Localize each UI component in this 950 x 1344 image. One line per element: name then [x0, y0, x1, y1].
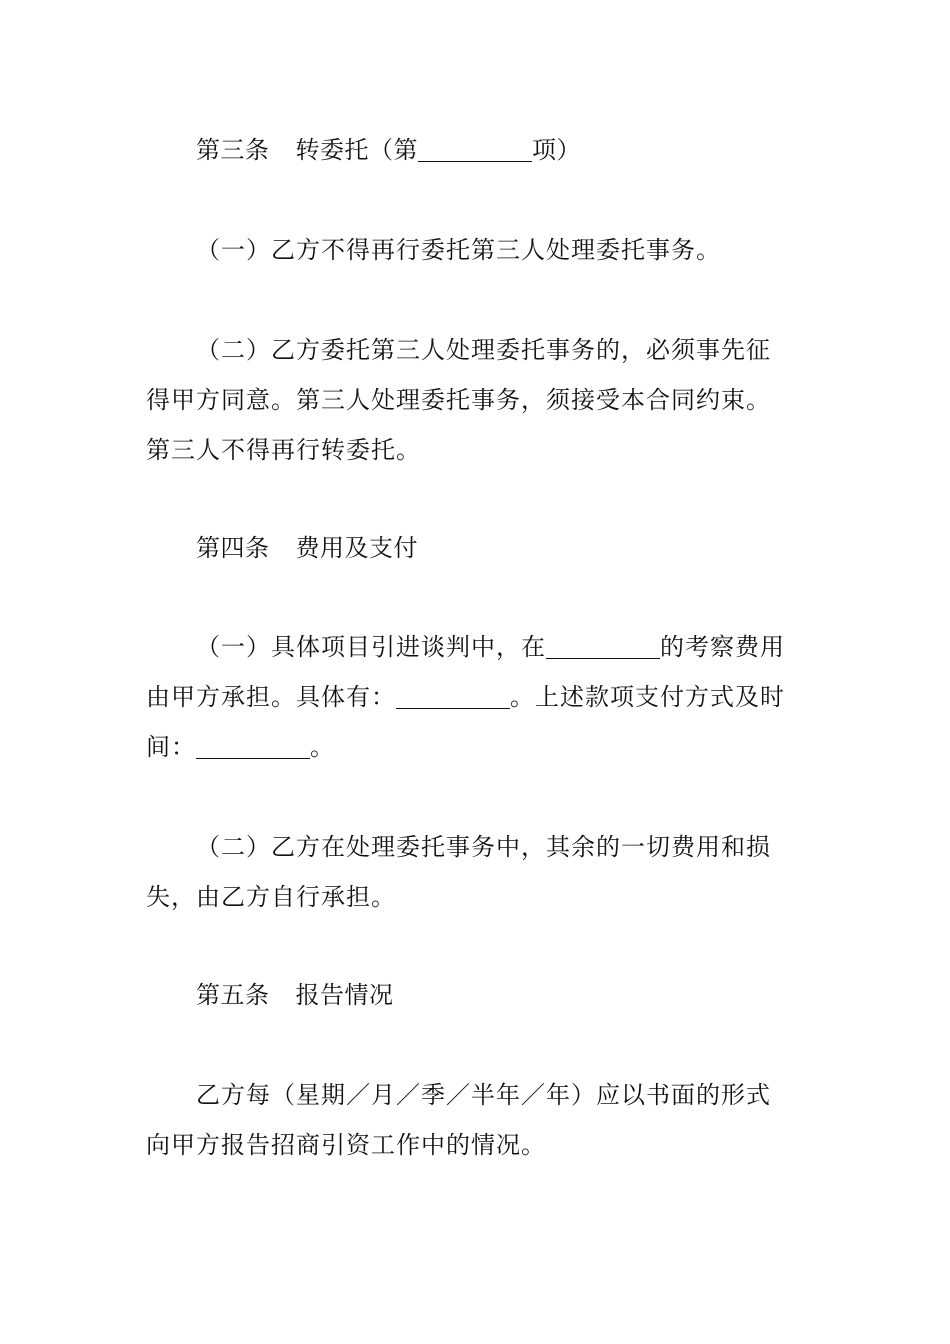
article-3-clause-2-line-2: 得甲方同意。第三人处理委托事务，须接受本合同约束。: [146, 386, 771, 414]
article-5-title: 报告情况: [295, 981, 394, 1009]
article-4-clause-1-line-1: （一）具体项目引进谈判中，在 的考察费用: [196, 622, 876, 672]
article-4-clause-2-line-2: 失，由乙方自行承担。: [146, 883, 396, 911]
location-blank: [546, 630, 660, 659]
payment-time-blank: [196, 730, 310, 759]
article-4-clause-1-line-3: 间： 。: [146, 722, 826, 772]
item-number-blank: [418, 133, 532, 162]
article-4-number: 第四条: [196, 534, 270, 562]
article-4-heading: [196, 523, 876, 573]
article-5-clause-line-1: 乙方每（星期／月／季／半年／年）应以书面的形式: [196, 1081, 771, 1109]
article-4-title: 费用及支付: [295, 534, 418, 562]
article-3-number: 第三条: [196, 136, 270, 164]
article-3-title-start: 转委托（第: [295, 136, 418, 164]
article-3-clause-1: （一）乙方不得再行委托第三人处理委托事务。: [196, 236, 721, 264]
article-4-clause-1-line-2: 由甲方承担。具体有： 。上述款项支付方式及时: [146, 672, 826, 722]
article-5-heading: [196, 970, 876, 1020]
article-4-clause-2-line-1: （二）乙方在处理委托事务中，其余的一切费用和损: [196, 833, 771, 861]
article-5-clause-line-2: 向甲方报告招商引资工作中的情况。: [146, 1131, 546, 1159]
article-3-clause-2-line-3: 第三人不得再行转委托。: [146, 436, 421, 464]
article-3-clause-2-line-1: （二）乙方委托第三人处理委托事务的，必须事先征: [196, 336, 771, 364]
expense-details-blank: [396, 680, 510, 709]
article-3-heading: [196, 125, 876, 175]
article-3-title-end: 项）: [532, 136, 581, 164]
article-5-number: 第五条: [196, 981, 270, 1009]
